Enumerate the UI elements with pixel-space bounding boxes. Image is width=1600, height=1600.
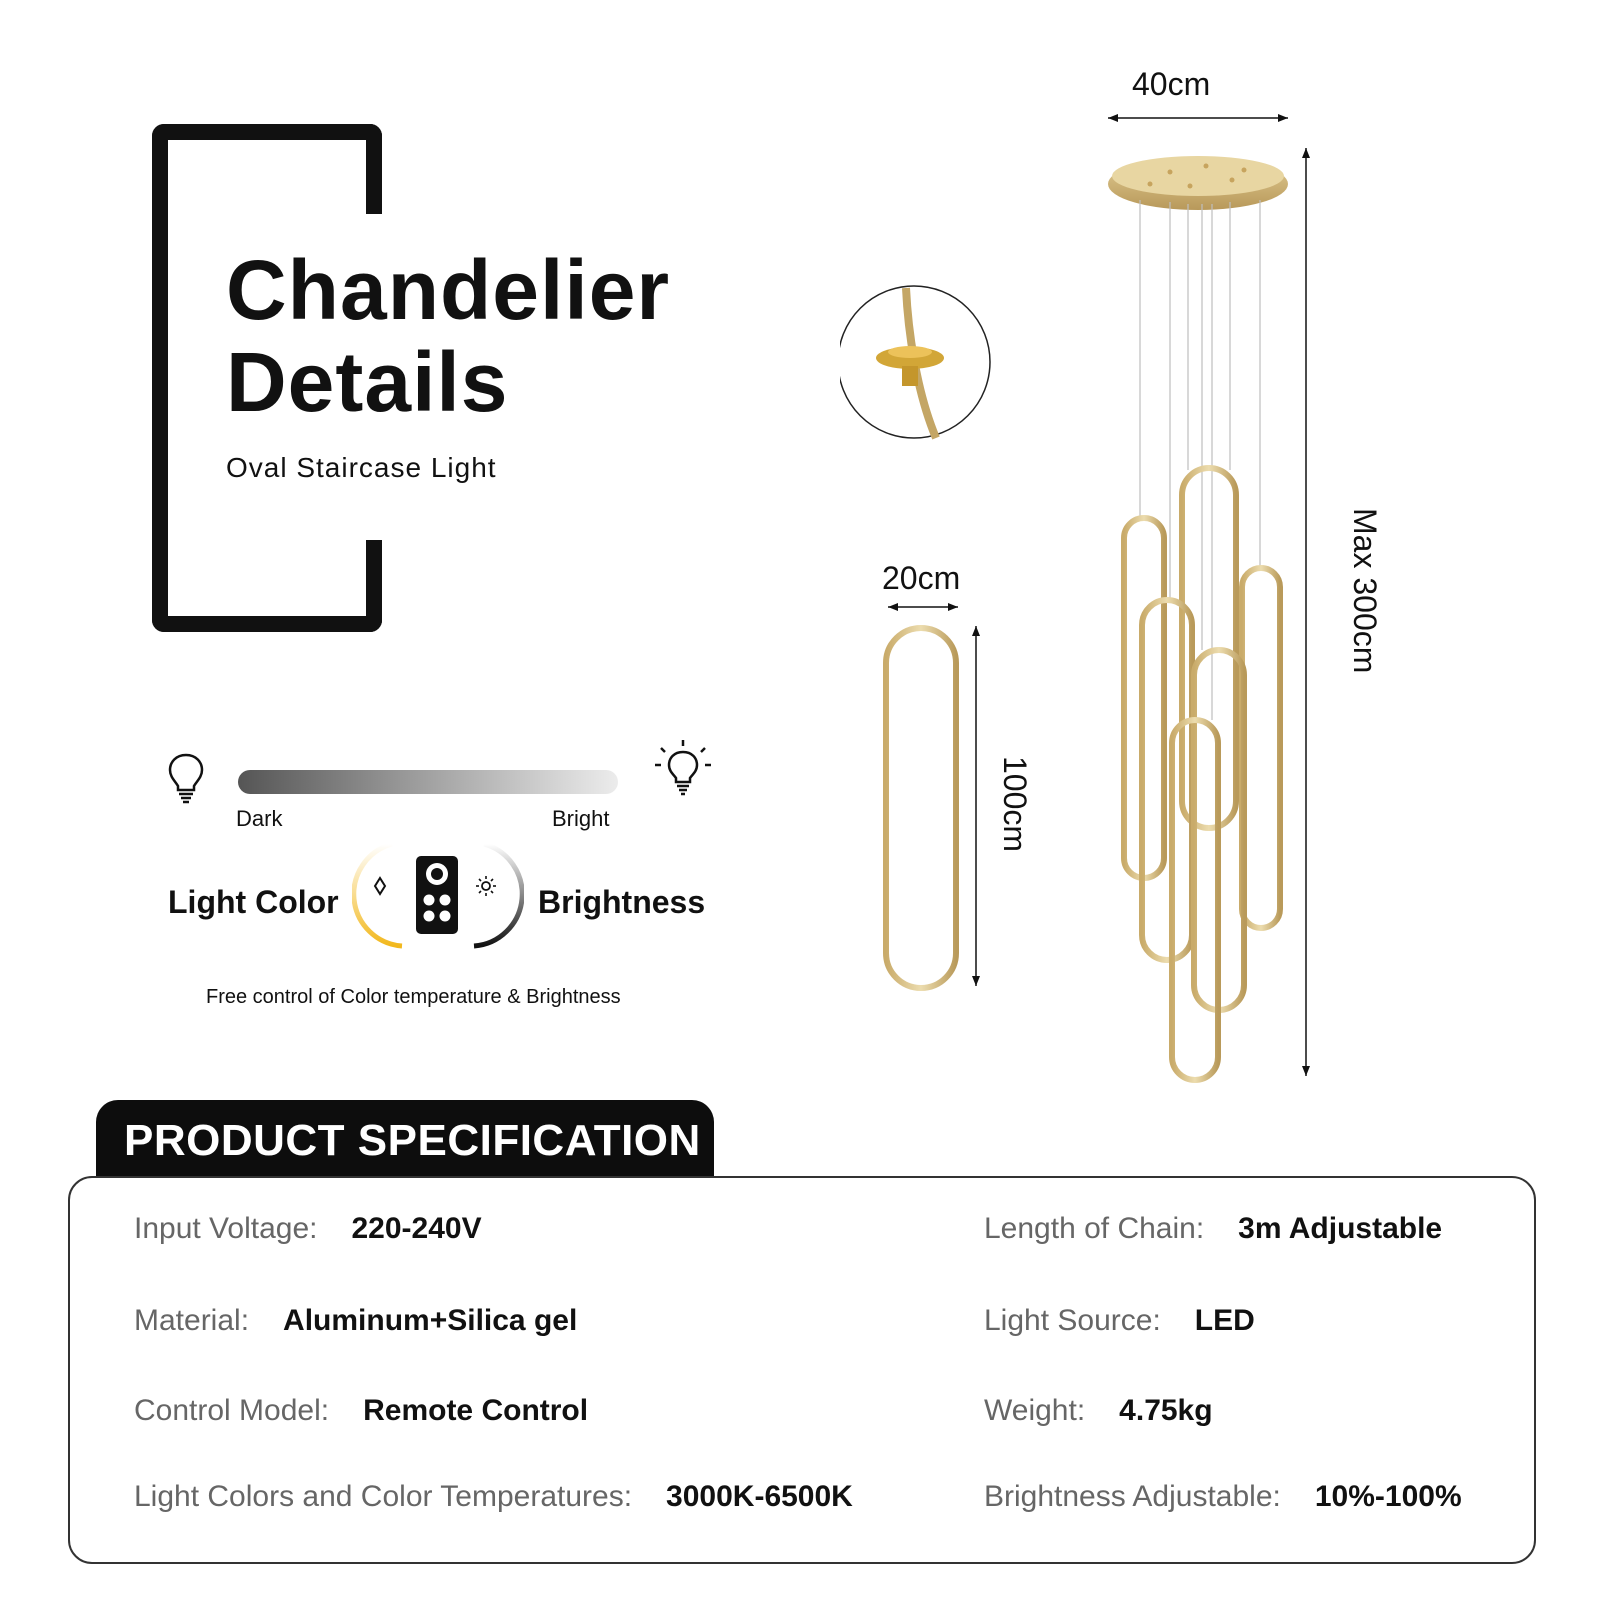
spec-row-weight: Weight: 4.75kg: [984, 1394, 1213, 1427]
ring-width-label: 20cm: [882, 560, 961, 596]
spec-row-chain-length: Length of Chain: 3m Adjustable: [984, 1212, 1443, 1245]
spec-row-control-model: Control Model: Remote Control: [134, 1394, 589, 1427]
brightness-gradient-bar: [238, 770, 618, 794]
page-title: [226, 244, 670, 428]
bracket-right-bottom: [366, 540, 382, 632]
title-line-2: Details: [226, 335, 509, 429]
remote-control-icon: [352, 838, 524, 950]
spec-row-input-voltage: Input Voltage: 220-240V: [134, 1212, 482, 1245]
spec-row-brightness: Brightness Adjustable: 10%-100%: [984, 1480, 1462, 1513]
spec-row-color-temperature: Light Colors and Color Temperatures: 3000K-6500K: [134, 1480, 853, 1513]
bulb-off-icon: [166, 752, 206, 804]
canopy-width-label: 40cm: [1132, 66, 1211, 102]
title-bracket-left: [152, 180, 168, 560]
spec-row-material: Material: Aluminum+Silica gel: [134, 1304, 578, 1337]
brightness-label: Brightness: [538, 884, 706, 920]
light-color-label: Light Color: [168, 884, 339, 920]
bulb-on-icon: [652, 738, 714, 804]
spec-row-light-source: Light Source: LED: [984, 1304, 1255, 1337]
spec-table: [68, 1176, 1536, 1564]
max-height-label: Max 300cm: [1347, 508, 1383, 674]
bright-label: Bright: [552, 806, 610, 831]
title-line-1: Chandelier: [226, 243, 671, 337]
bracket-right-top: [366, 124, 382, 214]
control-caption: Free control of Color temperature & Brightness: [206, 986, 621, 1008]
ring-height-label: 100cm: [997, 756, 1033, 853]
spec-heading: PRODUCT SPECIFICATION: [124, 1116, 701, 1165]
page-subtitle: Oval Staircase Light: [226, 452, 497, 483]
dark-label: Dark: [236, 806, 283, 831]
